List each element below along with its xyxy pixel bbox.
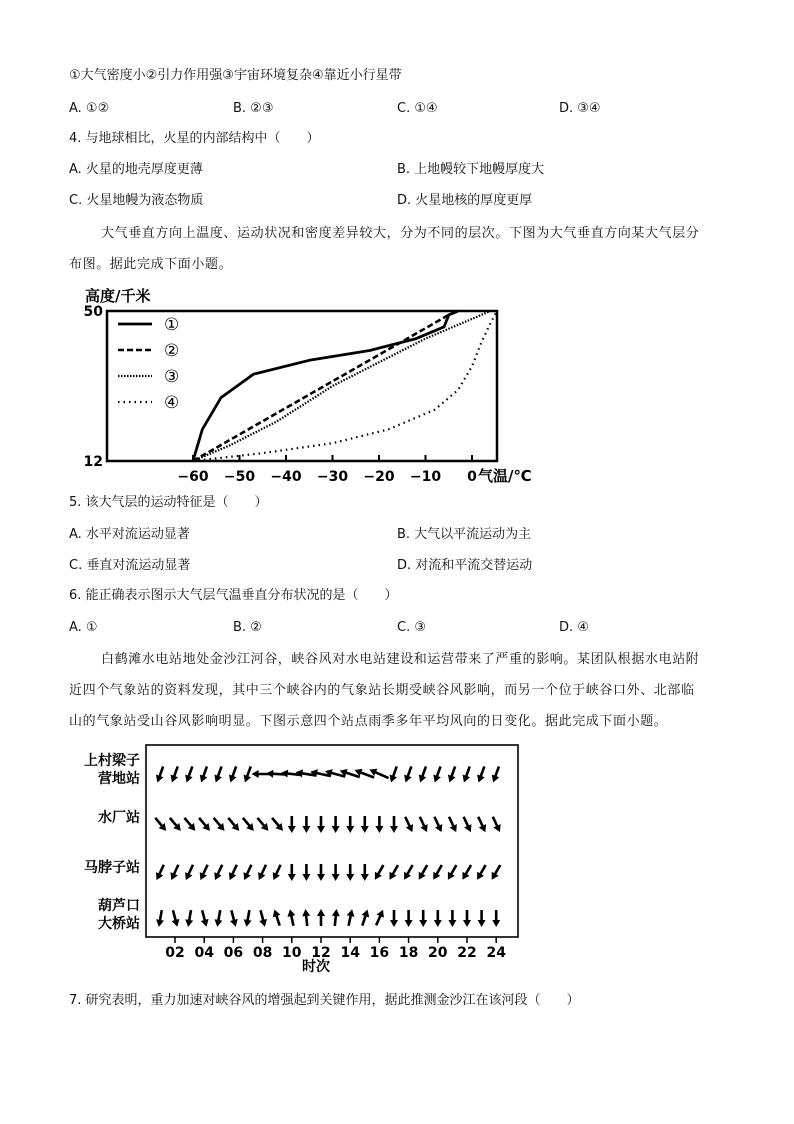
- wind-arrow: [271, 908, 284, 927]
- q3-statements: ①大气密度小②引力作用强③宇宙环境复杂④靠近小行星带: [69, 68, 402, 83]
- wind-arrow: [390, 816, 398, 833]
- wind-x-tick-label: 06: [223, 945, 244, 961]
- wind-arrow: [492, 910, 500, 927]
- x-tick-label: −20: [363, 469, 395, 485]
- wind-x-tick-label: 10: [282, 945, 302, 961]
- wind-arrow: [488, 863, 503, 882]
- wind-arrow: [213, 909, 224, 927]
- station-label-line: 葫芦口: [98, 898, 140, 914]
- wind-direction-chart: [70, 742, 530, 977]
- wind-arrow: [168, 765, 181, 784]
- wind-arrow: [415, 863, 430, 882]
- wind-arrow: [353, 766, 375, 781]
- wind-x-tick-label: 12: [311, 945, 331, 961]
- wind-arrow: [478, 910, 486, 927]
- x-tick-label: −10: [409, 469, 442, 485]
- wind-arrow: [196, 815, 213, 833]
- wind-arrow: [197, 863, 211, 882]
- wind-arrow: [401, 863, 416, 882]
- wind-arrow: [430, 863, 445, 882]
- wind-arrow: [211, 815, 228, 833]
- station-label-line: 水厂站: [98, 810, 140, 826]
- wind-arrow: [197, 765, 210, 784]
- wind-arrow: [448, 910, 456, 927]
- wind-arrow: [198, 909, 210, 927]
- wind-x-tick-label: 08: [252, 945, 273, 961]
- wind-arrow: [402, 815, 416, 834]
- wind-arrow: [317, 864, 325, 881]
- wind-arrow: [463, 910, 471, 927]
- wind-arrow: [332, 816, 340, 833]
- q7-stem: 7. 研究表明，重力加速对峡谷风的增强起到关键作用，据此推测金沙江在该河段（ ）: [69, 993, 580, 1008]
- wind-arrow: [153, 863, 167, 882]
- q5-option-b: B. 大气以平流运动为主: [397, 527, 532, 542]
- wind-x-tick-label: 02: [165, 945, 185, 961]
- wind-arrow: [302, 816, 310, 833]
- wind-arrow: [211, 863, 225, 882]
- q5-option-c: C. 垂直对流运动显著: [69, 558, 191, 573]
- wind-arrow: [489, 815, 503, 834]
- wind-arrow: [346, 864, 354, 881]
- wind-arrow: [255, 863, 269, 882]
- series-line-2: [193, 311, 458, 461]
- passage2-line3: 山的气象站受山谷风影响明显。下图示意四个站点雨季多年平均风向的日变化。据此完成下面小题。: [69, 714, 668, 729]
- station-label-line: 马脖子站: [84, 860, 140, 876]
- station-label-line: 大桥站: [98, 916, 140, 932]
- wind-arrow: [390, 910, 398, 927]
- y-tick-label: 12: [83, 454, 103, 470]
- x-axis-label: 气温/℃: [478, 467, 532, 485]
- wind-arrow: [375, 816, 383, 833]
- wind-arrow: [182, 863, 196, 882]
- wind-arrow: [240, 815, 257, 833]
- wind-arrow: [269, 815, 286, 833]
- q5-stem: 5. 该大气层的运动特征是（ ）: [69, 495, 268, 510]
- q6-option-d: D. ④: [559, 620, 589, 635]
- station-label-line: 营地站: [98, 771, 140, 787]
- station-label-line: 上村梁子: [84, 753, 140, 769]
- wind-arrow: [225, 815, 242, 833]
- wind-arrow: [155, 909, 166, 927]
- wind-arrow: [270, 863, 284, 882]
- wind-arrow: [371, 863, 386, 882]
- wind-arrow: [475, 815, 489, 834]
- wind-arrow: [359, 908, 372, 927]
- wind-x-tick-label: 22: [457, 945, 477, 961]
- q5-option-a: A. 水平对流运动显著: [69, 527, 190, 542]
- wind-arrow: [152, 815, 169, 833]
- wind-arrow: [331, 909, 341, 927]
- q6-option-a: A. ①: [69, 620, 98, 635]
- wind-arrow: [332, 864, 340, 881]
- wind-arrow: [167, 815, 184, 833]
- wind-arrow: [317, 909, 325, 926]
- q3-option-a: A. ①②: [69, 101, 110, 116]
- wind-arrow: [227, 765, 240, 784]
- q4-option-a: A. 火星的地壳厚度更薄: [69, 162, 203, 177]
- wind-arrow: [317, 816, 325, 833]
- wind-arrow: [227, 909, 239, 927]
- wind-arrow: [286, 908, 297, 926]
- wind-arrow: [168, 863, 182, 882]
- wind-arrow: [460, 815, 474, 834]
- wind-arrow: [416, 815, 430, 834]
- wind-arrow: [416, 765, 429, 784]
- passage1-line1: 大气垂直方向上温度、运动状况和密度差异较大，分为不同的层次。下图为大气垂直方向某大气层分: [101, 226, 700, 241]
- q3-option-c: C. ①④: [397, 101, 438, 116]
- temperature-chart: [80, 282, 550, 488]
- q6-stem: 6. 能正确表示图示大气层气温垂直分布状况的是（ ）: [69, 588, 398, 603]
- q6-option-b: B. ②: [233, 620, 262, 635]
- wind-arrow: [405, 910, 413, 927]
- wind-arrow: [444, 863, 459, 882]
- wind-arrow: [288, 864, 296, 881]
- wind-arrow: [368, 766, 390, 782]
- q4-option-c: C. 火星地幔为液态物质: [69, 193, 204, 208]
- legend-label-2: ②: [164, 341, 180, 361]
- wind-x-tick-label: 20: [428, 945, 448, 961]
- x-tick-label: −50: [223, 469, 256, 485]
- wind-arrow: [387, 765, 400, 784]
- wind-x-axis-label: 时次: [302, 959, 330, 975]
- wind-arrow: [445, 815, 459, 834]
- x-tick-label: −40: [270, 469, 302, 485]
- wind-arrow: [431, 765, 444, 784]
- wind-arrow: [181, 815, 198, 833]
- wind-arrow: [301, 909, 311, 927]
- q3-option-d: D. ③④: [559, 101, 601, 116]
- wind-arrow: [475, 765, 488, 784]
- wind-arrow: [241, 863, 255, 882]
- wind-arrow: [460, 765, 473, 784]
- wind-x-tick-label: 14: [340, 945, 360, 961]
- wind-arrow: [419, 910, 427, 927]
- wind-arrow: [226, 863, 240, 882]
- wind-arrow: [242, 909, 253, 927]
- y-axis-label: 高度/千米: [85, 287, 151, 305]
- wind-x-tick-label: 16: [369, 945, 390, 961]
- wind-x-tick-label: 24: [486, 945, 506, 961]
- x-tick-label: −30: [316, 469, 349, 485]
- wind-arrow: [212, 765, 225, 784]
- q4-stem: 4. 与地球相比，火星的内部结构中（ ）: [69, 131, 320, 146]
- wind-arrow: [474, 863, 489, 882]
- wind-arrow: [288, 816, 296, 833]
- q6-option-c: C. ③: [397, 620, 426, 635]
- legend-label-1: ①: [164, 315, 180, 335]
- wind-arrow: [346, 816, 354, 833]
- y-tick-label: 50: [83, 304, 103, 320]
- wind-arrow: [154, 765, 167, 784]
- q4-option-d: D. 火星地核的厚度更厚: [397, 193, 533, 208]
- passage2-line1: 白鹤滩水电站地处金沙江河谷，峡谷风对水电站建设和运营带来了严重的影响。某团队根据水电站附: [101, 652, 700, 667]
- wind-arrow: [169, 909, 181, 927]
- wind-arrow: [372, 908, 386, 927]
- legend-label-4: ④: [164, 393, 180, 413]
- x-tick-label: 0: [467, 469, 477, 485]
- wind-arrow: [459, 863, 474, 882]
- wind-arrow: [402, 765, 415, 784]
- legend-label-3: ③: [164, 367, 180, 387]
- wind-arrow: [361, 816, 369, 833]
- wind-arrow: [184, 909, 195, 927]
- wind-arrow: [183, 765, 196, 784]
- wind-x-tick-label: 04: [194, 945, 214, 961]
- passage1-line2: 布图。据此完成下面小题。: [69, 257, 233, 272]
- wind-x-tick-label: 18: [398, 945, 419, 961]
- x-tick-label: −60: [177, 469, 209, 485]
- wind-arrow: [446, 765, 459, 784]
- q3-option-b: B. ②③: [233, 101, 274, 116]
- q4-option-b: B. 上地幔较下地幔厚度大: [397, 162, 545, 177]
- wind-arrow: [386, 863, 401, 882]
- passage2-line2: 近四个气象站的资料发现，其中三个峡谷内的气象站长期受峡谷风影响，而另一个位于峡谷口外、北部临: [69, 683, 695, 698]
- wind-arrow: [339, 767, 361, 781]
- wind-arrow: [431, 815, 445, 834]
- wind-arrow: [361, 864, 369, 881]
- wind-arrow: [302, 864, 310, 881]
- wind-arrow: [345, 908, 356, 926]
- wind-arrow: [257, 909, 269, 927]
- wind-arrow: [254, 815, 271, 833]
- wind-arrow: [434, 910, 442, 927]
- wind-arrow: [489, 765, 502, 784]
- q5-option-d: D. 对流和平流交替运动: [397, 558, 533, 573]
